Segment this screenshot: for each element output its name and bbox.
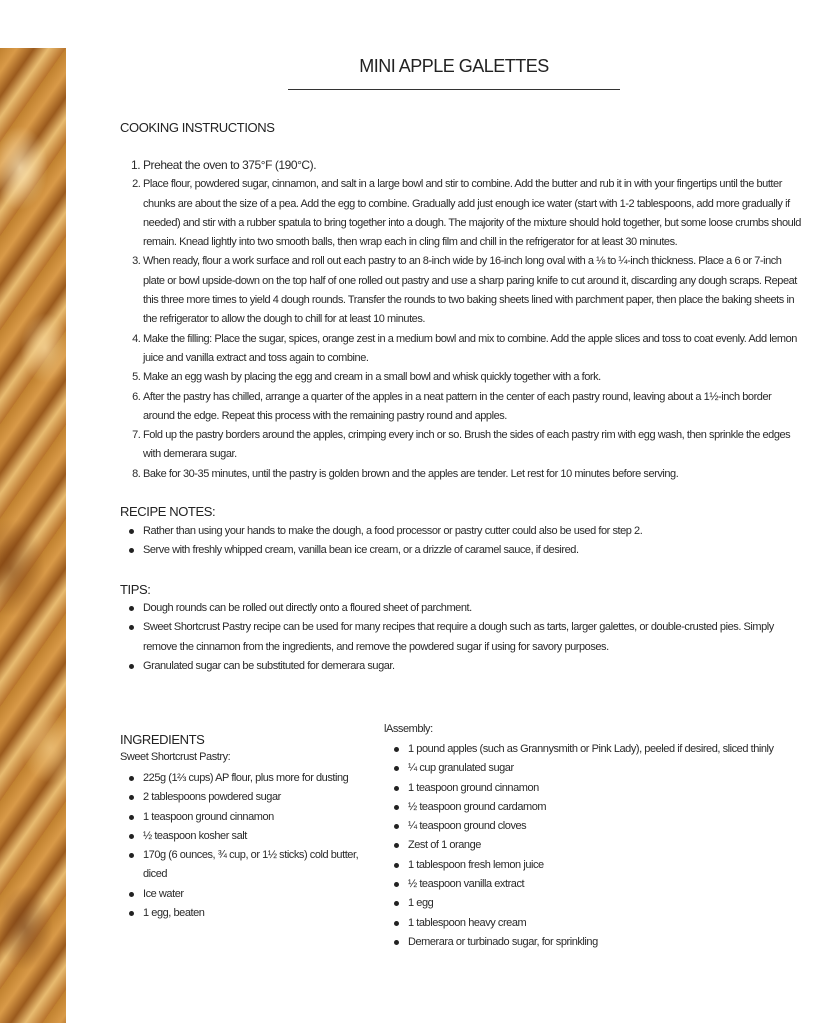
ingredient-item: 1 egg, beaten — [143, 904, 383, 923]
assembly-subheading: lAssembly: — [384, 723, 433, 735]
ingredient-item: 2 tablespoons powdered sugar — [143, 788, 383, 807]
tip-item: Dough rounds can be rolled out directly onto a floured sheet of parchment. — [143, 599, 807, 618]
instruction-step: 3. When ready, flour a work surface and roll out each pastry to an 8-inch wide by 16-inch long oval with a ⅛ to ¼-inch thickness. Place a 6 or 7-inch plate or bowl upside-down on the top half of one rolled out pastry and use a sharp paring knife to cut around it, discarding any dough scraps. Repeat this three more times to yield 4 dough rounds. Transfer the rounds to two baking sheets lined with parchment paper, then place the baking sheets in the refrigerator to allow the dough to chill for at least 10 minutes. — [143, 252, 803, 329]
recipe-note-item: Rather than using your hands to make the dough, a food processor or pastry cutter could also be used for step 2. — [143, 522, 803, 541]
ingredient-item: ½ teaspoon vanilla extract — [408, 875, 818, 894]
instruction-step: 4. Make the filling: Place the sugar, spices, orange zest in a medium bowl and mix to combine. Add the apple slices and toss to coat evenly. Add lemon juice and vanilla extract and toss again to combine. — [143, 330, 803, 369]
ingredient-item: 1 pound apples (such as Grannysmith or Pink Lady), peeled if desired, sliced thinly — [408, 740, 818, 759]
ingredient-item: 1 teaspoon ground cinnamon — [408, 779, 818, 798]
pastry-ingredients-list — [121, 769, 383, 923]
recipe-notes-list — [121, 522, 803, 561]
tip-item: Sweet Shortcrust Pastry recipe can be used for many recipes that require a dough such as tarts, larger galettes, or double-crusted pies. Simply remove the cinnamon from the ingredients, and remove the powdered sugar if using for savory purposes. — [143, 618, 807, 657]
ingredient-item: ¼ teaspoon ground cloves — [408, 817, 818, 836]
ingredient-item: 170g (6 ounces, ¾ cup, or 1½ sticks) cold butter, diced — [143, 846, 383, 885]
ingredient-item: 1 tablespoon fresh lemon juice — [408, 856, 818, 875]
recipe-note-item: Serve with freshly whipped cream, vanilla bean ice cream, or a drizzle of caramel sauce, if desired. — [143, 541, 803, 560]
tips-list — [121, 599, 807, 676]
ingredient-item: ½ teaspoon ground cardamom — [408, 798, 818, 817]
ingredient-item: Demerara or turbinado sugar, for sprinkling — [408, 933, 818, 952]
instruction-step: 6. After the pastry has chilled, arrange a quarter of the apples in a neat pattern in the center of each pastry round, leaving about a 1½-inch border around the edge. Repeat this process with the remaining pastry round and apples. — [143, 388, 803, 427]
ingredient-item: ¼ cup granulated sugar — [408, 759, 818, 778]
ingredient-item: Zest of 1 orange — [408, 836, 818, 855]
instruction-step: 7. Fold up the pastry borders around the apples, crimping every inch or so. Brush the sides of each pastry rim with egg wash, then sprinkle the edges with demerara sugar. — [143, 426, 803, 465]
galette-photo-strip — [0, 48, 66, 1023]
cooking-instructions-heading: COOKING INSTRUCTIONS — [120, 120, 275, 135]
assembly-ingredients-list — [386, 740, 818, 952]
instruction-step: 2. Place flour, powdered sugar, cinnamon, and salt in a large bowl and stir to combine. Add the butter and rub it in with your fingertips until the butter chunks are about the size of a pea. Add the egg to combine. Gradually add just enough ice water (start with 1-2 tablespoons, add more gradually if needed) and stir with a rubber spatula to bring together into a dough. The majority of the mixture should hold together, but some loose crumbs should remain. Knead lightly into two smooth balls, then wrap each in cling film and chill in the refrigerator for at least 30 minutes. — [143, 175, 803, 252]
recipe-notes-heading: RECIPE NOTES: — [120, 504, 216, 519]
instruction-step: 8. Bake for 30-35 minutes, until the pastry is golden brown and the apples are tender. Let rest for 10 minutes before serving. — [143, 465, 803, 484]
ingredient-item: 225g (1⅔ cups) AP flour, plus more for dusting — [143, 769, 383, 788]
ingredients-heading: INGREDIENTS — [120, 732, 205, 747]
instruction-steps-list — [128, 156, 803, 484]
instruction-step: 5. Make an egg wash by placing the egg and cream in a small bowl and whisk quickly together with a fork. — [143, 368, 803, 387]
ingredient-item: Ice water — [143, 885, 383, 904]
tips-heading: TIPS: — [120, 582, 151, 597]
ingredient-item: 1 tablespoon heavy cream — [408, 914, 818, 933]
ingredient-item: 1 egg — [408, 894, 818, 913]
page-title: MINI APPLE GALETTES — [359, 56, 549, 76]
ingredient-item: ½ teaspoon kosher salt — [143, 827, 383, 846]
instruction-step: 1. Preheat the oven to 375°F (190°C). — [143, 156, 803, 175]
ingredient-item: 1 teaspoon ground cinnamon — [143, 808, 383, 827]
pastry-subheading: Sweet Shortcrust Pastry: — [120, 751, 231, 763]
title-divider — [288, 89, 620, 90]
tip-item: Granulated sugar can be substituted for demerara sugar. — [143, 657, 807, 676]
